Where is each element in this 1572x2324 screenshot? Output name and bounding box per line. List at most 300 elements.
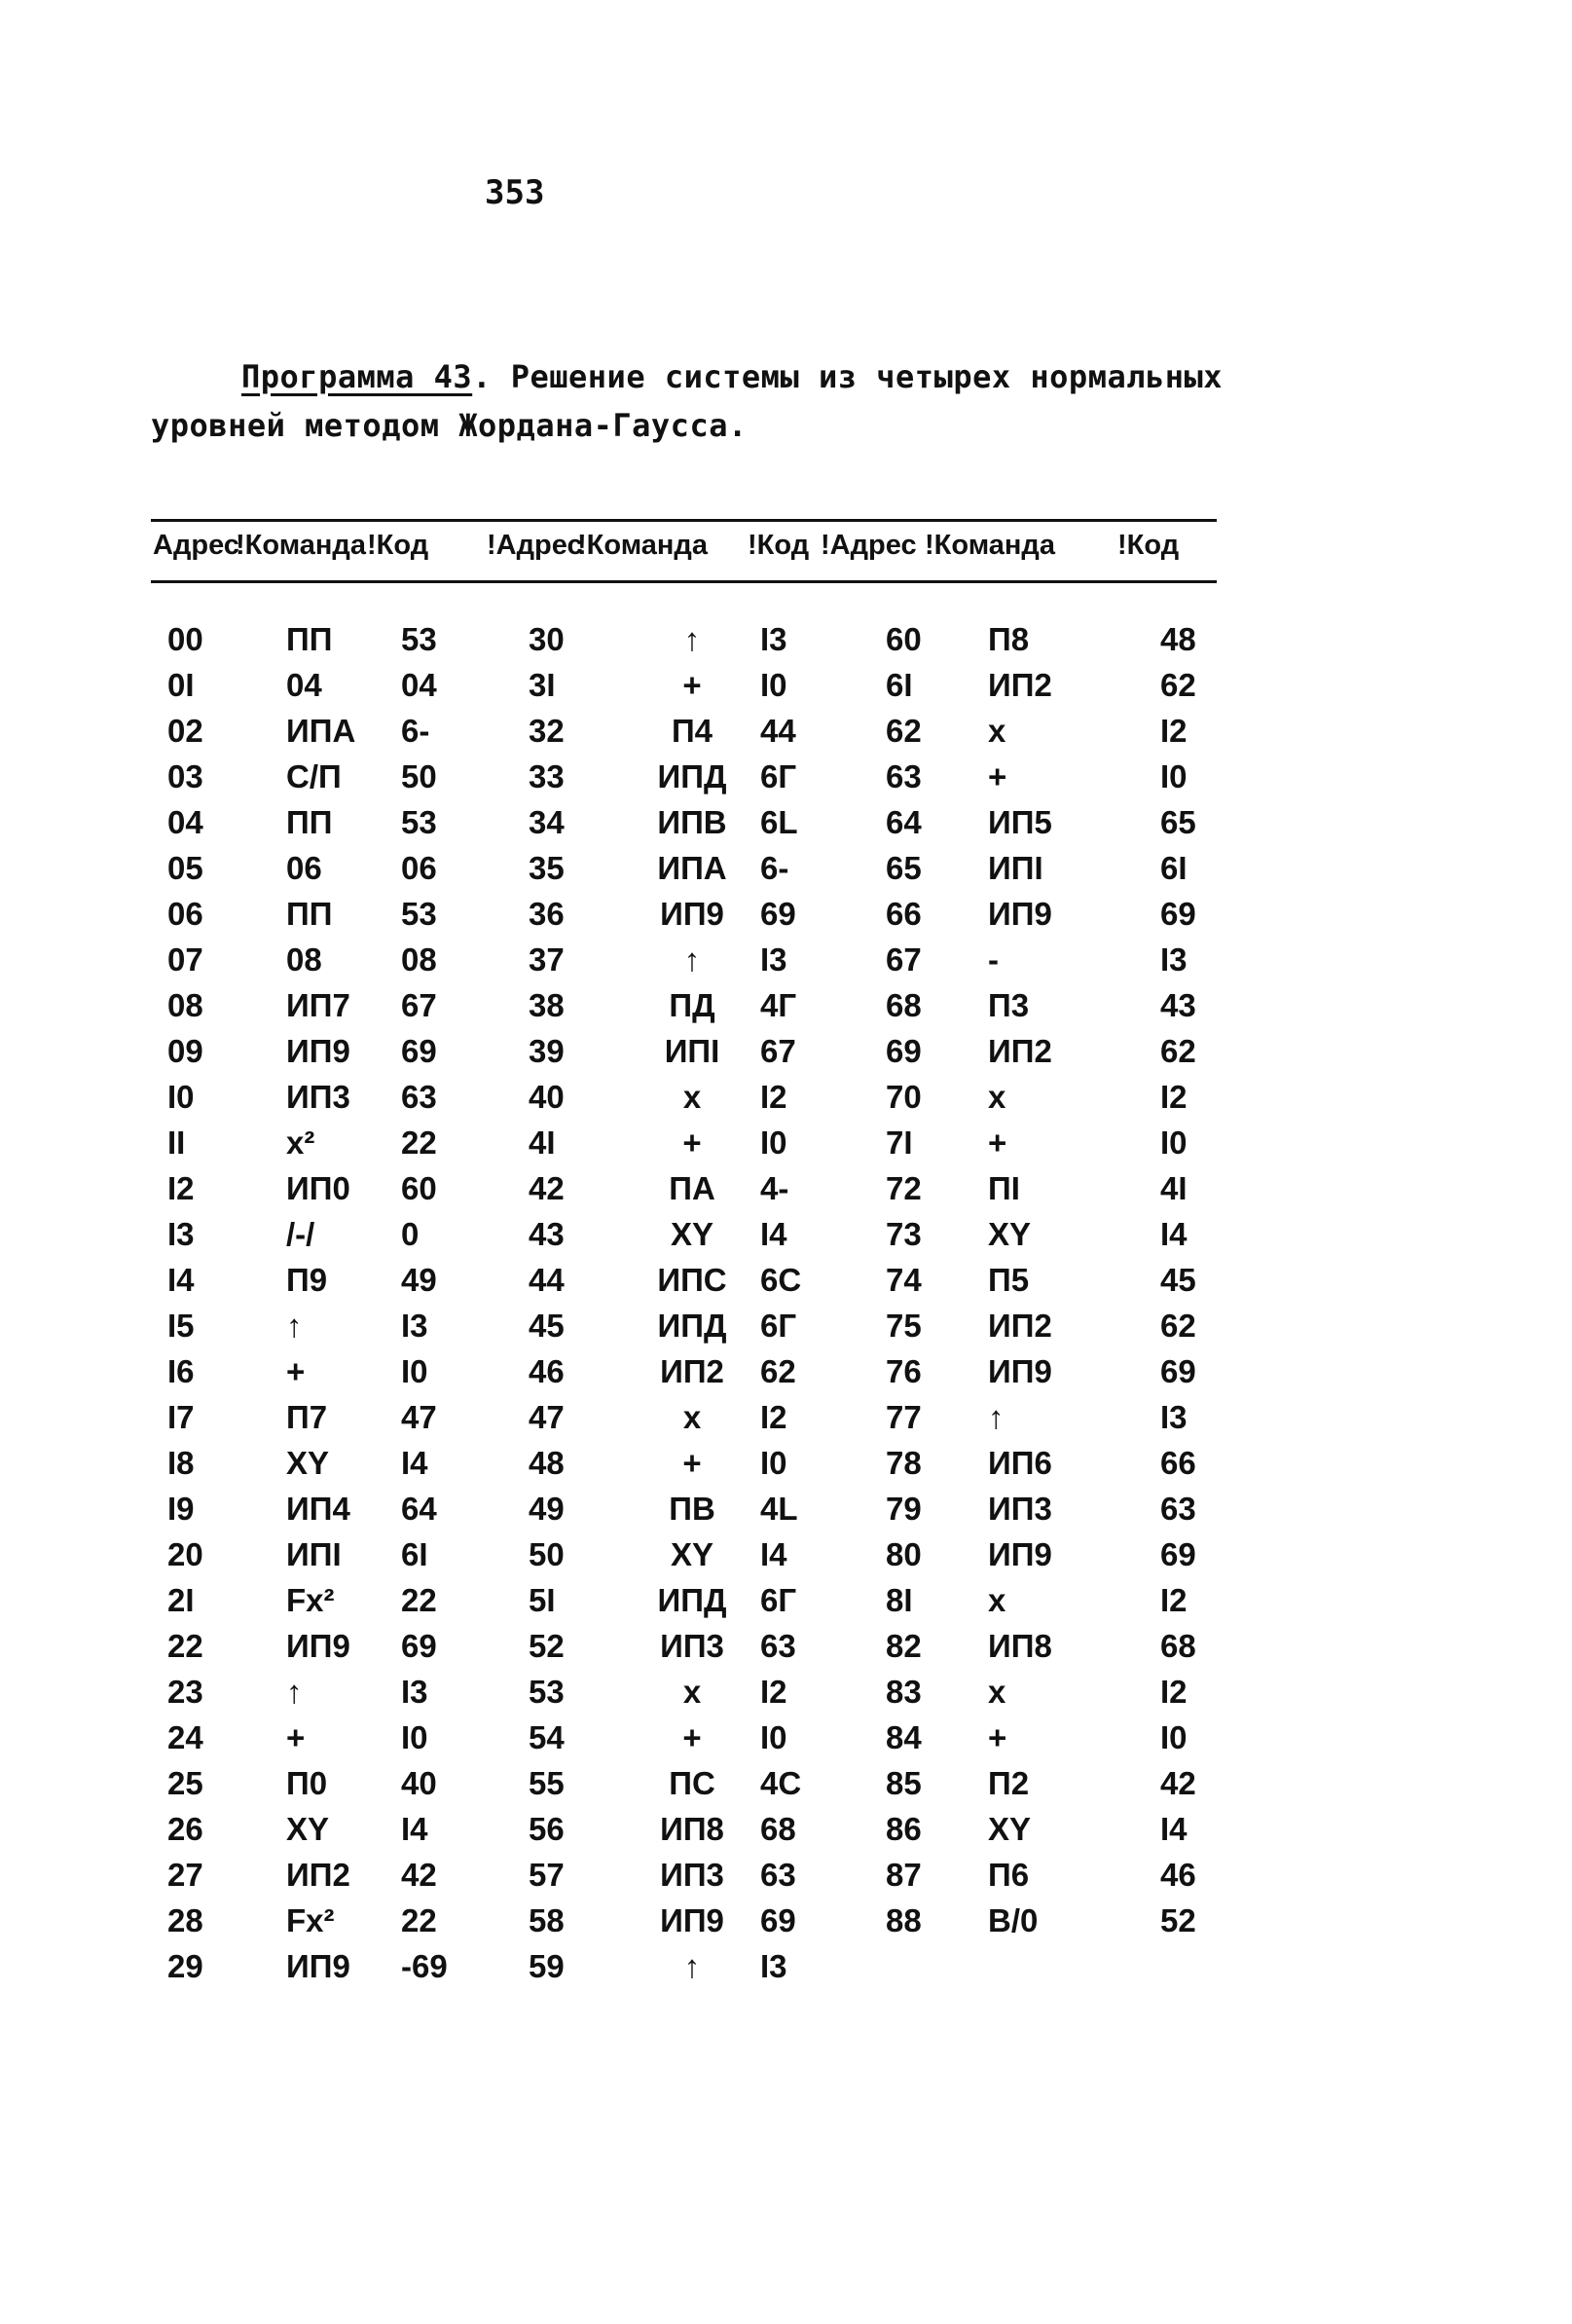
cell-command-2: XY	[670, 1535, 714, 1572]
cell-address-2: 53	[529, 1673, 565, 1710]
cell-address-3: 88	[886, 1901, 922, 1938]
table-header-rule	[151, 580, 1217, 583]
cell-code-1: 69	[401, 1627, 437, 1664]
header-code-1: !Код	[367, 530, 429, 561]
cell-command-2: x	[682, 1398, 702, 1435]
cell-address-3: 79	[886, 1490, 922, 1527]
cell-code-2: 4C	[760, 1764, 802, 1801]
cell-command-2: x	[682, 1078, 702, 1115]
cell-address-2: 46	[529, 1352, 565, 1389]
cell-command-3: XY	[988, 1810, 1032, 1847]
cell-code-1: 06	[401, 849, 437, 886]
cell-command-2: XY	[670, 1215, 714, 1252]
cell-code-2: 6-	[760, 849, 789, 886]
cell-command-3: -	[988, 941, 999, 978]
cell-command-1: ПП	[286, 620, 333, 657]
cell-code-3: 65	[1160, 803, 1196, 840]
cell-address-3: 84	[886, 1718, 922, 1755]
program-table	[151, 616, 1228, 1989]
cell-command-3: x	[988, 712, 1006, 749]
table-row	[151, 616, 1228, 662]
cell-command-1: 04	[286, 666, 322, 703]
table-row	[151, 662, 1228, 708]
cell-command-3: +	[988, 1124, 1007, 1161]
cell-address-1: 22	[167, 1627, 203, 1664]
cell-command-2: +	[682, 1444, 702, 1481]
cell-address-1: 27	[167, 1856, 203, 1893]
cell-address-1: I5	[167, 1307, 195, 1344]
header-address-1: Адрес	[153, 530, 239, 561]
cell-address-2: 59	[529, 1947, 565, 1984]
cell-command-2: ИПА	[657, 849, 727, 886]
cell-address-3: 78	[886, 1444, 922, 1481]
cell-code-1: I3	[401, 1307, 428, 1344]
table-row	[151, 1028, 1228, 1074]
cell-address-1: 25	[167, 1764, 203, 1801]
cell-code-3: I0	[1160, 1124, 1188, 1161]
program-table-body	[151, 616, 1228, 1989]
cell-command-3: ↑	[988, 1398, 1005, 1435]
table-top-rule	[151, 519, 1217, 522]
cell-code-2: 4Г	[760, 986, 797, 1023]
cell-address-2: 39	[529, 1032, 565, 1069]
cell-address-3: 82	[886, 1627, 922, 1664]
cell-command-2: ИП9	[660, 1901, 724, 1938]
cell-code-2: 69	[760, 1901, 796, 1938]
cell-command-2: ПА	[669, 1169, 715, 1206]
cell-address-3: 83	[886, 1673, 922, 1710]
cell-address-1: 05	[167, 849, 203, 886]
cell-command-1: ПП	[286, 803, 333, 840]
cell-code-1: 04	[401, 666, 437, 703]
cell-command-2: ИП3	[660, 1627, 724, 1664]
cell-address-1: I0	[167, 1078, 195, 1115]
cell-address-1: 06	[167, 895, 203, 932]
cell-address-2: 33	[529, 757, 565, 794]
cell-address-3: 68	[886, 986, 922, 1023]
cell-address-2: 43	[529, 1215, 565, 1252]
cell-command-3: ИПI	[988, 849, 1043, 886]
cell-address-1: I2	[167, 1169, 195, 1206]
table-row	[151, 1531, 1228, 1577]
header-address-2: !Адрес	[487, 530, 583, 561]
cell-command-3: ИП2	[988, 666, 1052, 703]
cell-code-2: 6L	[760, 803, 798, 840]
cell-code-2: 4L	[760, 1490, 798, 1527]
cell-command-3: ИП2	[988, 1032, 1052, 1069]
cell-address-2: 47	[529, 1398, 565, 1435]
cell-address-1: 00	[167, 620, 203, 657]
header-code-2: !Код	[748, 530, 810, 561]
cell-code-2: I3	[760, 620, 787, 657]
cell-command-3	[988, 1943, 1160, 1989]
cell-command-2: ↑	[683, 1947, 701, 1984]
cell-command-3: +	[988, 757, 1007, 794]
cell-address-2: 48	[529, 1444, 565, 1481]
cell-command-1: XY	[286, 1810, 330, 1847]
cell-command-2: ↑	[683, 941, 701, 978]
table-row	[151, 1898, 1228, 1943]
caption-line-1-rest: . Решение системы из четырех нормальных	[472, 358, 1224, 395]
cell-address-1: 26	[167, 1810, 203, 1847]
cell-code-3: 43	[1160, 986, 1196, 1023]
table-row	[151, 1440, 1228, 1486]
cell-code-3: 6I	[1160, 849, 1188, 886]
cell-code-3: 62	[1160, 1032, 1196, 1069]
cell-code-1: I0	[401, 1352, 428, 1389]
cell-command-2: ИП9	[660, 895, 724, 932]
cell-command-1: П7	[286, 1398, 328, 1435]
cell-command-3: П8	[988, 620, 1030, 657]
cell-command-3: ПI	[988, 1169, 1020, 1206]
cell-address-2: 38	[529, 986, 565, 1023]
cell-command-1: Fx²	[286, 1581, 335, 1618]
header-command-3: !Команда	[925, 530, 1055, 561]
cell-address-2: 42	[529, 1169, 565, 1206]
table-row	[151, 1623, 1228, 1669]
table-row	[151, 982, 1228, 1028]
cell-code-1: 69	[401, 1032, 437, 1069]
cell-address-2: 34	[529, 803, 565, 840]
cell-command-1: XY	[286, 1444, 330, 1481]
cell-code-1: 42	[401, 1856, 437, 1893]
table-row	[151, 1211, 1228, 1257]
cell-address-2: 30	[529, 620, 565, 657]
table-row	[151, 1806, 1228, 1852]
cell-code-3: 62	[1160, 1307, 1196, 1344]
cell-command-1: x²	[286, 1124, 315, 1161]
cell-code-1: I0	[401, 1718, 428, 1755]
cell-command-3: В/0	[988, 1901, 1039, 1938]
cell-address-2: 4I	[529, 1124, 556, 1161]
cell-command-1: ИП7	[286, 986, 350, 1023]
cell-command-3: ИП2	[988, 1307, 1052, 1344]
table-row	[151, 799, 1228, 845]
cell-address-3: 75	[886, 1307, 922, 1344]
cell-address-1: 23	[167, 1673, 203, 1710]
cell-address-1: 29	[167, 1947, 203, 1984]
cell-code-3: 66	[1160, 1444, 1196, 1481]
cell-address-2: 36	[529, 895, 565, 932]
cell-command-1: +	[286, 1718, 306, 1755]
cell-code-1: -69	[401, 1947, 448, 1984]
cell-address-2: 56	[529, 1810, 565, 1847]
cell-command-1: Fx²	[286, 1901, 335, 1938]
cell-command-3: x	[988, 1673, 1006, 1710]
table-row	[151, 1943, 1228, 1989]
cell-command-1: +	[286, 1352, 306, 1389]
cell-code-3: I2	[1160, 1581, 1188, 1618]
cell-code-2: I0	[760, 1718, 787, 1755]
cell-command-1: ИП4	[286, 1490, 350, 1527]
cell-code-2: 68	[760, 1810, 796, 1847]
cell-command-2: ИПД	[657, 1307, 727, 1344]
cell-command-3: x	[988, 1078, 1006, 1115]
cell-address-1: I8	[167, 1444, 195, 1481]
program-label: Программа 43	[241, 358, 473, 395]
cell-code-3: I2	[1160, 1078, 1188, 1115]
cell-address-1: I9	[167, 1490, 195, 1527]
cell-command-2: ИПД	[657, 757, 727, 794]
table-row	[151, 1120, 1228, 1165]
cell-code-1: 50	[401, 757, 437, 794]
cell-address-1: 02	[167, 712, 203, 749]
cell-address-2: 37	[529, 941, 565, 978]
cell-address-2: 40	[529, 1078, 565, 1115]
cell-command-2: ИПI	[664, 1032, 720, 1069]
cell-code-2: I4	[760, 1535, 787, 1572]
cell-command-1: ИП9	[286, 1947, 350, 1984]
cell-address-3	[869, 1943, 988, 1989]
cell-address-1: 28	[167, 1901, 203, 1938]
cell-code-1: 53	[401, 620, 437, 657]
cell-address-3: 8I	[886, 1581, 913, 1618]
table-row	[151, 1394, 1228, 1440]
cell-command-2: ИПС	[657, 1261, 727, 1298]
cell-command-1: ПП	[286, 895, 333, 932]
table-row	[151, 1577, 1228, 1623]
cell-code-1: 53	[401, 803, 437, 840]
table-row	[151, 1165, 1228, 1211]
cell-code-3: I3	[1160, 941, 1188, 978]
cell-address-1: 07	[167, 941, 203, 978]
cell-code-3: 68	[1160, 1627, 1196, 1664]
cell-code-1: 67	[401, 986, 437, 1023]
cell-command-2: +	[682, 1124, 702, 1161]
table-row	[151, 1257, 1228, 1303]
cell-address-3: 66	[886, 895, 922, 932]
cell-address-3: 85	[886, 1764, 922, 1801]
cell-address-2: 45	[529, 1307, 565, 1344]
cell-code-2: I2	[760, 1398, 787, 1435]
cell-code-2: I0	[760, 666, 787, 703]
cell-command-2: ПД	[669, 986, 715, 1023]
cell-address-1: 04	[167, 803, 203, 840]
table-row	[151, 1669, 1228, 1715]
cell-command-3: ИП9	[988, 1352, 1052, 1389]
cell-command-1: С/П	[286, 757, 342, 794]
cell-code-2: I3	[760, 1947, 787, 1984]
cell-address-1: 09	[167, 1032, 203, 1069]
cell-command-3: П5	[988, 1261, 1030, 1298]
table-row	[151, 937, 1228, 982]
cell-code-3: I2	[1160, 712, 1188, 749]
cell-address-3: 69	[886, 1032, 922, 1069]
table-row	[151, 1348, 1228, 1394]
cell-address-3: 76	[886, 1352, 922, 1389]
cell-address-3: 62	[886, 712, 922, 749]
cell-command-3: ИП9	[988, 895, 1052, 932]
cell-address-1: I6	[167, 1352, 195, 1389]
cell-command-3: П2	[988, 1764, 1030, 1801]
cell-code-2: 62	[760, 1352, 796, 1389]
cell-code-3: I0	[1160, 1718, 1188, 1755]
cell-address-3: 64	[886, 803, 922, 840]
cell-address-3: 74	[886, 1261, 922, 1298]
cell-address-3: 73	[886, 1215, 922, 1252]
cell-command-2: +	[682, 666, 702, 703]
cell-code-2: I2	[760, 1673, 787, 1710]
cell-address-1: 2I	[167, 1581, 195, 1618]
cell-command-3: ИП6	[988, 1444, 1052, 1481]
cell-address-1: 20	[167, 1535, 203, 1572]
cell-address-2: 44	[529, 1261, 565, 1298]
cell-code-1: I4	[401, 1810, 428, 1847]
cell-command-1: П0	[286, 1764, 328, 1801]
cell-address-2: 57	[529, 1856, 565, 1893]
cell-code-1: 08	[401, 941, 437, 978]
cell-code-1: 22	[401, 1124, 437, 1161]
cell-code-1: 53	[401, 895, 437, 932]
cell-command-1: ИП0	[286, 1169, 350, 1206]
cell-code-1: 63	[401, 1078, 437, 1115]
cell-command-1: ИП9	[286, 1627, 350, 1664]
table-row	[151, 845, 1228, 891]
cell-code-3: 48	[1160, 620, 1196, 657]
cell-code-1: 49	[401, 1261, 437, 1298]
program-caption	[151, 352, 1231, 450]
cell-address-3: 87	[886, 1856, 922, 1893]
cell-command-3: ИП8	[988, 1627, 1052, 1664]
cell-command-3: ИП5	[988, 803, 1052, 840]
cell-code-2: I2	[760, 1078, 787, 1115]
caption-line-1	[151, 352, 1231, 401]
header-command-2: !Команда	[577, 530, 708, 561]
cell-command-1: ↑	[286, 1307, 303, 1344]
cell-code-1: I4	[401, 1444, 428, 1481]
cell-address-1: I7	[167, 1398, 195, 1435]
cell-command-1: ИП2	[286, 1856, 350, 1893]
cell-code-1: 22	[401, 1901, 437, 1938]
cell-code-3: 52	[1160, 1901, 1196, 1938]
cell-code-3: I3	[1160, 1398, 1188, 1435]
cell-code-3: 42	[1160, 1764, 1196, 1801]
cell-command-2: ПС	[669, 1764, 715, 1801]
cell-code-1: 60	[401, 1169, 437, 1206]
cell-command-1: 06	[286, 849, 322, 886]
cell-code-2: 63	[760, 1627, 796, 1664]
cell-command-1: ↑	[286, 1673, 303, 1710]
cell-address-3: 67	[886, 941, 922, 978]
cell-address-2: 3I	[529, 666, 556, 703]
cell-code-3: 45	[1160, 1261, 1196, 1298]
cell-address-3: 60	[886, 620, 922, 657]
cell-address-2: 58	[529, 1901, 565, 1938]
cell-address-1: 0I	[167, 666, 195, 703]
cell-code-2: 6Г	[760, 1581, 797, 1618]
cell-command-1: ИПА	[286, 712, 356, 749]
cell-command-2: ИП3	[660, 1856, 724, 1893]
table-row	[151, 1486, 1228, 1531]
cell-code-3: 62	[1160, 666, 1196, 703]
cell-code-3: 69	[1160, 1535, 1196, 1572]
cell-code-1: 64	[401, 1490, 437, 1527]
cell-address-1: 24	[167, 1718, 203, 1755]
cell-code-2: 69	[760, 895, 796, 932]
header-address-3: !Адрес	[821, 530, 917, 561]
cell-address-3: 72	[886, 1169, 922, 1206]
cell-command-2: ↑	[683, 620, 701, 657]
cell-command-1: 08	[286, 941, 322, 978]
cell-address-2: 50	[529, 1535, 565, 1572]
cell-command-2: ИП2	[660, 1352, 724, 1389]
cell-code-1: 6I	[401, 1535, 428, 1572]
cell-address-3: 77	[886, 1398, 922, 1435]
cell-code-2: 6C	[760, 1261, 802, 1298]
cell-code-2: I3	[760, 941, 787, 978]
cell-address-3: 80	[886, 1535, 922, 1572]
cell-command-2: П4	[671, 712, 713, 749]
cell-command-1: ИПI	[286, 1535, 342, 1572]
cell-command-1: /-/	[286, 1215, 315, 1252]
cell-address-1: I4	[167, 1261, 195, 1298]
cell-command-1: ИП9	[286, 1032, 350, 1069]
cell-command-3: П3	[988, 986, 1030, 1023]
cell-address-3: 86	[886, 1810, 922, 1847]
cell-code-3: 63	[1160, 1490, 1196, 1527]
cell-command-1: ИП3	[286, 1078, 350, 1115]
cell-address-2: 49	[529, 1490, 565, 1527]
header-command-1: !Команда	[236, 530, 366, 561]
header-code-3: !Код	[1117, 530, 1180, 561]
cell-code-1: I3	[401, 1673, 428, 1710]
caption-line-2: уровней методом Жордана-Гаусса.	[151, 407, 748, 444]
cell-command-3: +	[988, 1718, 1007, 1755]
page-number: 353	[485, 173, 545, 212]
cell-command-2: +	[682, 1718, 702, 1755]
table-row	[151, 891, 1228, 937]
cell-command-3: x	[988, 1581, 1006, 1618]
cell-command-2: ПВ	[669, 1490, 715, 1527]
table-row	[151, 708, 1228, 754]
cell-code-2: 4-	[760, 1169, 789, 1206]
cell-command-3: П6	[988, 1856, 1030, 1893]
cell-code-3: 4I	[1160, 1169, 1188, 1206]
cell-command-3: XY	[988, 1215, 1032, 1252]
cell-code-3: I4	[1160, 1215, 1188, 1252]
cell-code-2: I4	[760, 1215, 787, 1252]
cell-code-3: 46	[1160, 1856, 1196, 1893]
table-row	[151, 1303, 1228, 1348]
cell-address-2: 32	[529, 712, 565, 749]
cell-code-2: 44	[760, 712, 796, 749]
cell-address-3: 7I	[886, 1124, 913, 1161]
cell-code-2: 63	[760, 1856, 796, 1893]
cell-address-3: 6I	[886, 666, 913, 703]
cell-code-2: I0	[760, 1444, 787, 1481]
cell-code-2: I0	[760, 1124, 787, 1161]
cell-address-2: 52	[529, 1627, 565, 1664]
cell-code-2: 6Г	[760, 1307, 797, 1344]
cell-address-2: 55	[529, 1764, 565, 1801]
cell-address-1: 03	[167, 757, 203, 794]
cell-code-3: I2	[1160, 1673, 1188, 1710]
cell-code-1: 22	[401, 1581, 437, 1618]
cell-code-1: 0	[401, 1215, 420, 1252]
cell-command-3: ИП9	[988, 1535, 1052, 1572]
cell-code-2: 6Г	[760, 757, 797, 794]
cell-command-2: ИП8	[660, 1810, 724, 1847]
table-row	[151, 754, 1228, 799]
cell-address-3: 63	[886, 757, 922, 794]
cell-code-1: 6-	[401, 712, 430, 749]
cell-code-1: 47	[401, 1398, 437, 1435]
cell-address-3: 65	[886, 849, 922, 886]
cell-command-1: П9	[286, 1261, 328, 1298]
table-row	[151, 1852, 1228, 1898]
cell-code-3: 69	[1160, 1352, 1196, 1389]
cell-code-3: I4	[1160, 1810, 1188, 1847]
